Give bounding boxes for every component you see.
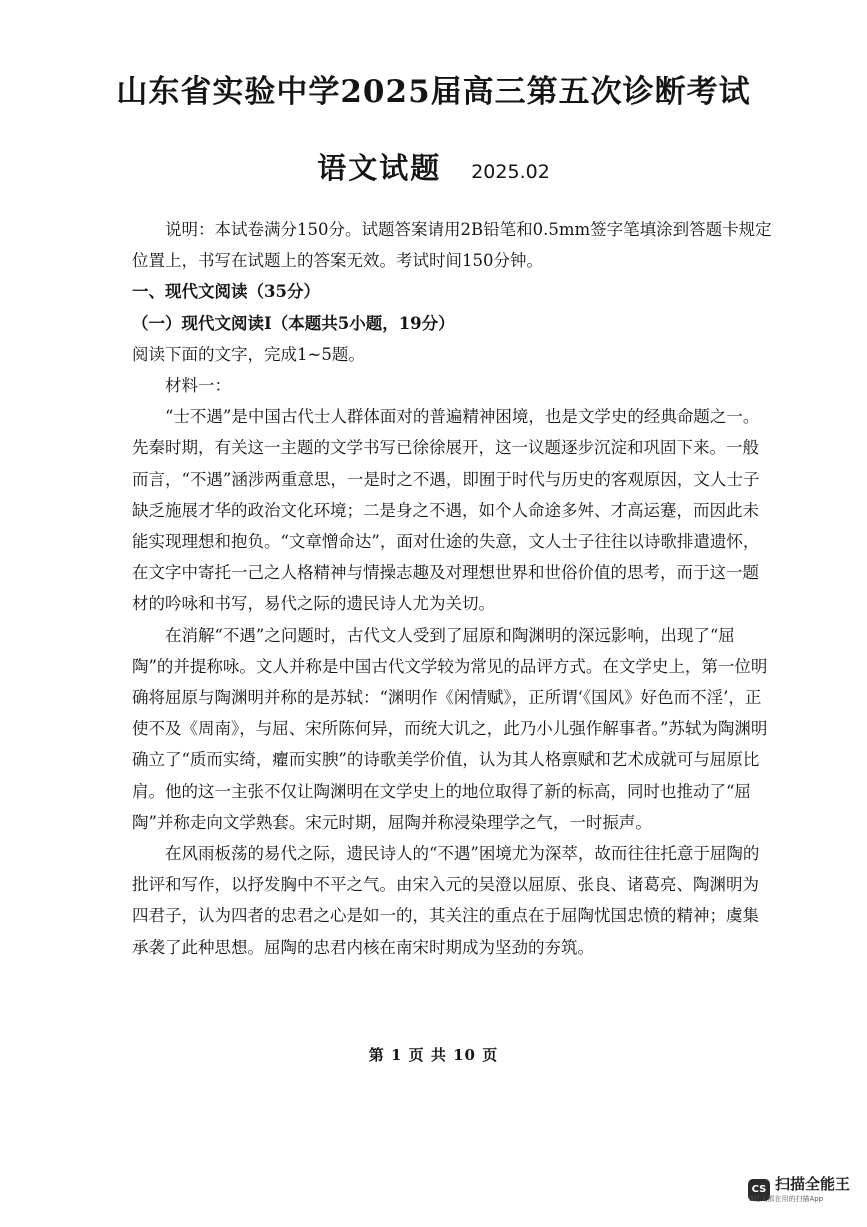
- exam-date: 2025.02: [471, 161, 550, 183]
- watermark-app-name: 扫描全能王: [775, 1175, 851, 1193]
- exam-subtitle: [0, 146, 867, 187]
- instructions: 说明：本试卷满分150分。试题答案请用2B铅笔和0.5mm签字笔填涂到答题卡规定位置上，书写在试题上的答案无效。考试时间150分钟。: [132, 220, 772, 271]
- watermark-slogan: 3亿人都在用的扫描App: [749, 1195, 824, 1203]
- subject-title: 语文试题: [317, 151, 442, 185]
- page-footer: 第 1 页 共 10 页: [368, 1046, 499, 1064]
- paragraph: “士不遇”是中国古代士人群体面对的普遍精神困境，也是文学史的经典命题之一。先秦时期，有关这一主题的文学书写已徐徐展开，这一议题逐步沉淀和巩固下来。一般而言，“不遇”涵涉两重意思，一是时之不遇，即囿于时代与历史的客观原因，文人士子缺乏施展才华的政治文化环境；二是身之不遇，如个人命途多舛、才高运蹇，而因此未能实现理想和抱负。“文章憎命达”，面对仕途的失意，文人士子往往以诗歌排遣遗怀，在文字中寄托一己之人格精神与情操志趣及对理想世界和世俗价值的思考，而于这一题材的吟咏和书写，易代之际的遗民诗人尤为关切。: [132, 407, 760, 614]
- scanner-watermark: [748, 1175, 850, 1204]
- exam-body: [132, 214, 772, 963]
- material-label: 材料一：: [165, 376, 231, 396]
- reading-prompt: 阅读下面的文字，完成1~5题。: [132, 344, 365, 364]
- paragraph: 在消解“不遇”之问题时，古代文人受到了屈原和陶渊明的深远影响，出现了“屈陶”的并提称咏。文人并称是中国古代文学较为常见的品评方式。在文学史上，第一位明确将屈原与陶渊明并称的是苏轼：“渊明作《闲情赋》，正所谓‘《国风》好色而不淫’，正使不及《周南》，与屈、宋所陈何异，而统大讥之，此乃小儿强作解事者。”苏轼为陶渊明确立了“质而实绮，癯而实腴”的诗歌美学价值，认为其人格禀赋和艺术成就可与屈原比肩。他的这一主张不仅让陶渊明在文学史上的地位取得了新的标高，同时也推动了“屈陶”并称走向文学熟套。宋元时期，屈陶并称浸染理学之气，一时振声。: [132, 625, 768, 832]
- camscanner-icon: CS: [748, 1179, 770, 1201]
- exam-title: 山东省实验中学2025届高三第五次诊断考试: [116, 74, 751, 110]
- sub-section-heading: （一）现代文阅读Ⅰ（本题共5小题，19分）: [132, 313, 455, 333]
- section-heading: 一、现代文阅读（35分）: [132, 282, 320, 302]
- paragraph: 在风雨板荡的易代之际，遗民诗人的“不遇”困境尤为深萃，故而往往托意于屈陶的批评和写作，以抒发胸中不平之气。由宋入元的吴澄以屈原、张良、诸葛亮、陶渊明为四君子，认为四者的忠君之心是如一的，其关注的重点在于屈陶忧国忠愤的精神；虞集承袭了此种思想。屈陶的忠君内核在南宋时期成为坚劲的夯筑。: [132, 844, 760, 957]
